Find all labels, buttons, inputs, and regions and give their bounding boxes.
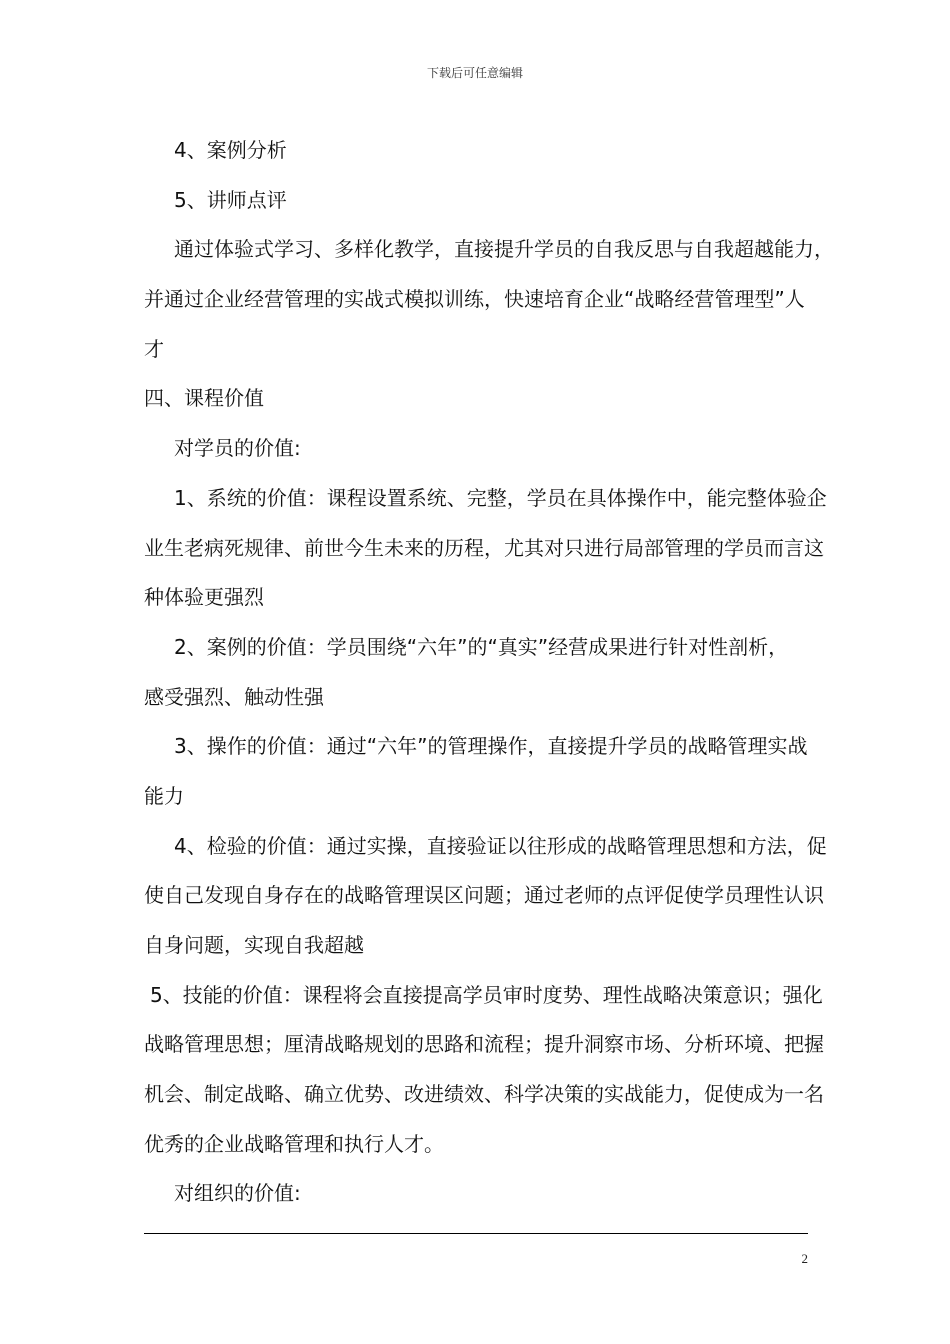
paragraph-line: 2、案例的价值：学员围绕“六年”的“真实”经营成果进行针对性剖析， bbox=[174, 634, 789, 659]
paragraph-line: 1、系统的价值：课程设置系统、完整，学员在具体操作中，能完整体验企 bbox=[174, 485, 827, 510]
subheading-student-value: 对学员的价值: bbox=[174, 436, 301, 461]
paragraph-line: 4、检验的价值：通过实操，直接验证以往形成的战略管理思想和方法，促 bbox=[174, 833, 827, 858]
footer-divider bbox=[144, 1233, 808, 1234]
paragraph-line: 才 bbox=[144, 336, 164, 361]
paragraph-line: 战略管理思想；厘清战略规划的思路和流程；提升洞察市场、分析环境、把握 bbox=[144, 1032, 824, 1057]
paragraph-line: 3、操作的价值：通过“六年”的管理操作，直接提升学员的战略管理实战 bbox=[174, 734, 808, 759]
paragraph-line: 感受强烈、触动性强 bbox=[144, 684, 324, 709]
section-heading: 四、课程价值 bbox=[144, 386, 264, 411]
paragraph-line: 优秀的企业战略管理和执行人才。 bbox=[144, 1131, 444, 1156]
paragraph-line: 5、技能的价值：课程将会直接提高学员审时度势、理性战略决策意识；强化 bbox=[150, 982, 823, 1007]
subheading-organization-value: 对组织的价值: bbox=[174, 1181, 301, 1206]
page-number: 2 bbox=[801, 1251, 808, 1266]
page-header: 下载后可任意编辑 bbox=[426, 66, 523, 80]
list-item-instructor-review: 5、讲师点评 bbox=[174, 187, 287, 212]
paragraph-line: 业生老病死规律、前世今生未来的历程，尤其对只进行局部管理的学员而言这 bbox=[144, 535, 824, 560]
paragraph-line: 使自己发现自身存在的战略管理误区问题；通过老师的点评促使学员理性认识 bbox=[144, 883, 824, 908]
paragraph-line: 能力 bbox=[144, 783, 184, 808]
document-body bbox=[144, 126, 834, 1219]
list-item-case-analysis: 4、案例分析 bbox=[174, 138, 287, 162]
paragraph-line: 通过体验式学习、多样化教学，直接提升学员的自我反思与自我超越能力， bbox=[174, 237, 834, 262]
paragraph-line: 并通过企业经营管理的实战式模拟训练，快速培育企业“战略经营管理型”人 bbox=[144, 287, 805, 312]
paragraph-line: 种体验更强烈 bbox=[144, 585, 264, 610]
paragraph-line: 自身问题，实现自我超越 bbox=[144, 933, 364, 957]
paragraph-line: 机会、制定战略、确立优势、改进绩效、科学决策的实战能力，促使成为一名 bbox=[144, 1082, 824, 1107]
